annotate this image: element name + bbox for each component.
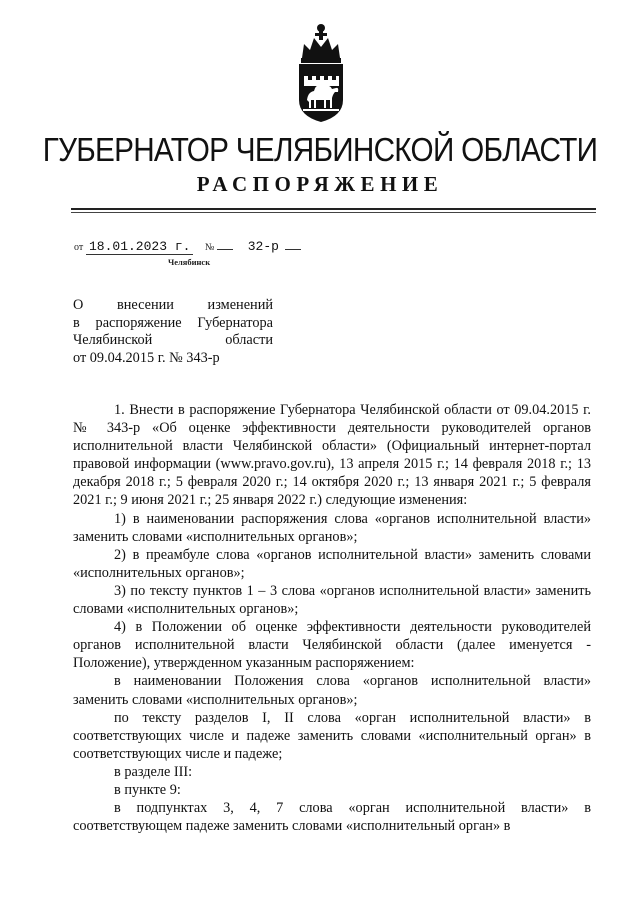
header-divider-thick xyxy=(71,208,596,210)
subject-line: в распоряжение Губернатора xyxy=(73,314,273,331)
document-number: 32-р xyxy=(247,239,279,254)
body-paragraph: по тексту разделов I, II слова «орган исполнительной власти» в соответствующих числе и падеже заменить словами «исполнительный орган» в соответствующих числе и падеже; xyxy=(73,709,591,762)
document-body xyxy=(73,401,591,835)
subject-line: О внесении изменений xyxy=(73,297,273,313)
coat-of-arms-icon xyxy=(290,14,352,126)
issue-city: Челябинск xyxy=(168,257,211,267)
body-paragraph: 3) по тексту пунктов 1 – 3 слова «органов исполнительной власти» заменить словами «исполнительных органов»; xyxy=(73,582,591,618)
document-subject xyxy=(73,297,273,367)
number-sign: № xyxy=(204,242,215,253)
body-paragraph: в наименовании Положения слова «органов исполнительной власти» заменить словами «исполнительных органов»; xyxy=(73,673,591,708)
document-requisites xyxy=(74,237,301,257)
issuing-authority-title: ГУБЕРНАТОР ЧЕЛЯБИНСКОЙ ОБЛАСТИ xyxy=(42,131,598,168)
body-paragraph: 4) в Положении об оценке эффективности деятельности руководителей органов исполнительной власти Челябинской области (далее именуется - Положение), утвержденном указанным распоряжением: xyxy=(73,619,591,672)
body-paragraph: в пункте 9: xyxy=(114,781,181,798)
body-paragraph: в подпунктах 3, 4, 7 слова «орган исполнительной власти» в соответствующем падеже заменить словами «исполнительный орган» в xyxy=(73,800,591,835)
subject-line: Челябинской области xyxy=(73,332,273,348)
date-prefix: от xyxy=(74,242,84,253)
body-paragraph: 2) в преамбуле слова «органов исполнительной власти» заменить словами «исполнительных органов»; xyxy=(73,546,591,581)
body-paragraph: 1. Внести в распоряжение Губернатора Челябинской области от 09.04.2015 г. № 343-р «Об оценке эффективности деятельности руководителей органов исполнительной власти Челябинской области» (Официальный интернет-портал правовой информации (www.pravo.gov.ru), 13 апреля 2015 г.; 14 февраля 2018 г.; 13 декабря 2018 г.; 5 февраля 2020 г.; 14 октября 2020 г.; 13 января 2021 г.; 5 февраля 2021 г.; 9 июня 2021 г.; 25 января 2022 г.) следующие изменения: xyxy=(73,402,591,509)
document-type-title: РАСПОРЯЖЕНИЕ xyxy=(196,172,444,196)
number-underline xyxy=(217,237,233,250)
body-paragraph: 1) в наименовании распоряжения слова «органов исполнительной власти» заменить словами «исполнительных органов»; xyxy=(73,510,591,545)
header-divider-thin xyxy=(71,212,596,213)
body-paragraph: в разделе III: xyxy=(114,763,193,780)
number-underline-tail xyxy=(285,237,301,250)
subject-line: от 09.04.2015 г. № 343-р xyxy=(73,349,220,366)
document-date: 18.01.2023 г. xyxy=(86,239,193,255)
